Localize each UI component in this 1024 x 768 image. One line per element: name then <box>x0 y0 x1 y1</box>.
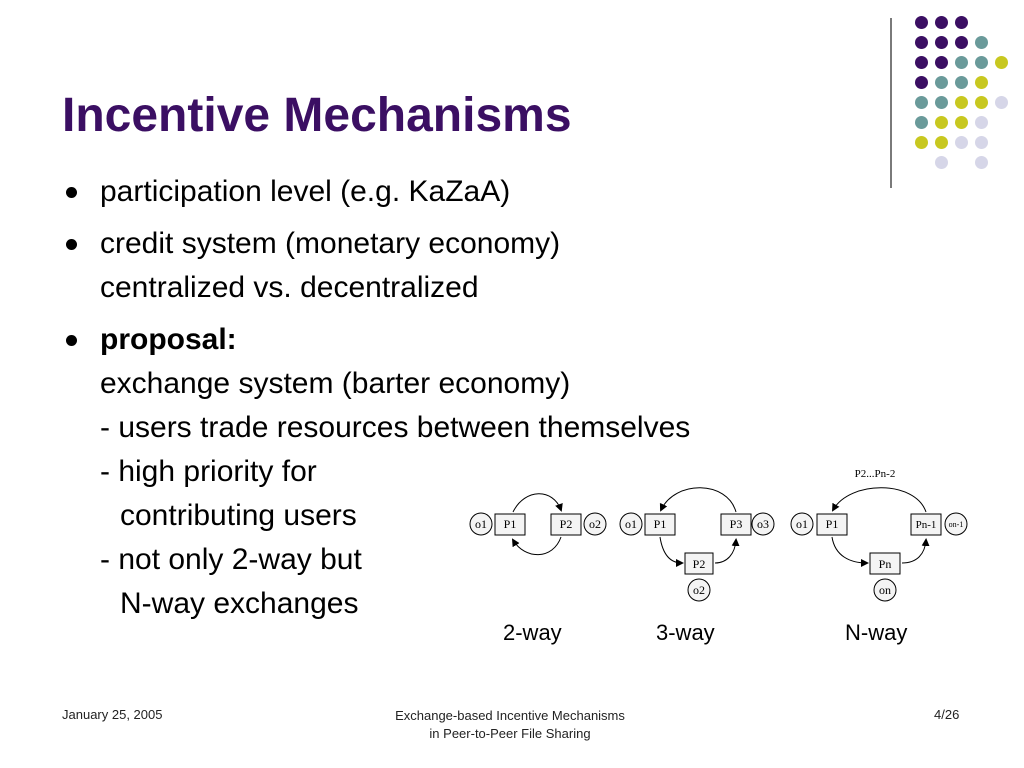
dot <box>935 116 948 129</box>
arc-arrow <box>833 488 926 512</box>
three-way-diagram <box>620 488 774 601</box>
diagram-label-n-way: N-way <box>845 620 908 645</box>
divider-line <box>890 18 892 188</box>
node-label: P2 <box>692 557 706 571</box>
node-label: o3 <box>757 517 769 531</box>
dot <box>935 36 948 49</box>
dot <box>915 96 928 109</box>
arc-arrow <box>661 488 736 512</box>
arc-arrow <box>513 494 561 512</box>
n-way-diagram <box>791 468 967 601</box>
dot <box>955 16 968 29</box>
bullet-heading: proposal: <box>100 323 237 356</box>
two-way-diagram <box>470 494 606 555</box>
footer-date: January 25, 2005 <box>62 707 163 722</box>
diagram-label-3-way: 3-way <box>656 620 715 645</box>
diagram-label-2-way: 2-way <box>503 620 562 645</box>
dot <box>935 76 948 89</box>
node-label: Pn-1 <box>915 519 937 531</box>
dot <box>935 56 948 69</box>
node-label: o2 <box>693 583 705 597</box>
arc-arrow <box>715 540 736 563</box>
dot <box>915 36 928 49</box>
footer-title-line2: in Peer-to-Peer File Sharing <box>429 726 591 741</box>
node-label: P1 <box>503 517 517 531</box>
page-number: 4/26 <box>934 707 960 722</box>
node-label: on-1 <box>948 520 964 529</box>
node-label: P2 <box>559 517 573 531</box>
bullet-dot <box>66 187 77 198</box>
arc-arrow <box>832 537 867 563</box>
bullet-item <box>62 170 510 214</box>
node-label: o2 <box>589 517 601 531</box>
footer-title <box>350 707 670 743</box>
dot <box>975 156 988 169</box>
dot <box>915 56 928 69</box>
arc-label: P2...Pn-2 <box>854 468 896 480</box>
dot <box>995 56 1008 69</box>
dot <box>955 76 968 89</box>
dot <box>955 136 968 149</box>
node-label: Pn <box>878 557 892 571</box>
dot <box>935 96 948 109</box>
bullet-dot <box>66 335 77 346</box>
bullet-subtext: centralized vs. decentralized <box>100 271 479 304</box>
dot <box>915 136 928 149</box>
bullet-dot <box>66 239 77 250</box>
node-label: o1 <box>796 517 808 531</box>
dot <box>975 136 988 149</box>
dot <box>975 56 988 69</box>
node-label: o1 <box>625 517 637 531</box>
dot <box>935 16 948 29</box>
node-label: P1 <box>653 517 667 531</box>
bullet-item <box>62 222 560 310</box>
arc-arrow <box>660 537 682 563</box>
node-label: o1 <box>475 517 487 531</box>
dot <box>995 96 1008 109</box>
dot <box>975 36 988 49</box>
title: Incentive Mechanisms <box>62 89 572 142</box>
dot <box>975 76 988 89</box>
exchange-diagram <box>465 460 985 620</box>
bullet-subtext: exchange system (barter economy) <box>100 367 571 400</box>
node-label: on <box>879 583 891 597</box>
dot <box>955 96 968 109</box>
dot <box>955 56 968 69</box>
arc-arrow <box>902 540 926 563</box>
dot <box>915 16 928 29</box>
bullet-subtext: - not only 2-way but <box>100 543 362 576</box>
bullet-text: credit system (monetary economy) <box>100 227 561 260</box>
arc-arrow <box>513 537 561 555</box>
node-label: P3 <box>729 517 743 531</box>
dot <box>935 156 948 169</box>
bullet-subtext: - users trade resources between themselves <box>100 411 691 444</box>
dot <box>915 116 928 129</box>
node-label: P1 <box>825 517 839 531</box>
bullet-text: participation level (e.g. KaZaA) <box>100 175 511 208</box>
bullet-subtext: contributing users <box>120 499 357 532</box>
dot <box>935 136 948 149</box>
bullet-subtext: N-way exchanges <box>120 587 359 620</box>
dot <box>955 36 968 49</box>
dot <box>955 116 968 129</box>
footer-title-line1: Exchange-based Incentive Mechanisms <box>395 708 625 723</box>
decorative-dot-grid <box>905 12 1015 172</box>
dot <box>975 96 988 109</box>
dot <box>915 76 928 89</box>
dot <box>975 116 988 129</box>
bullet-subtext: - high priority for <box>100 455 317 488</box>
